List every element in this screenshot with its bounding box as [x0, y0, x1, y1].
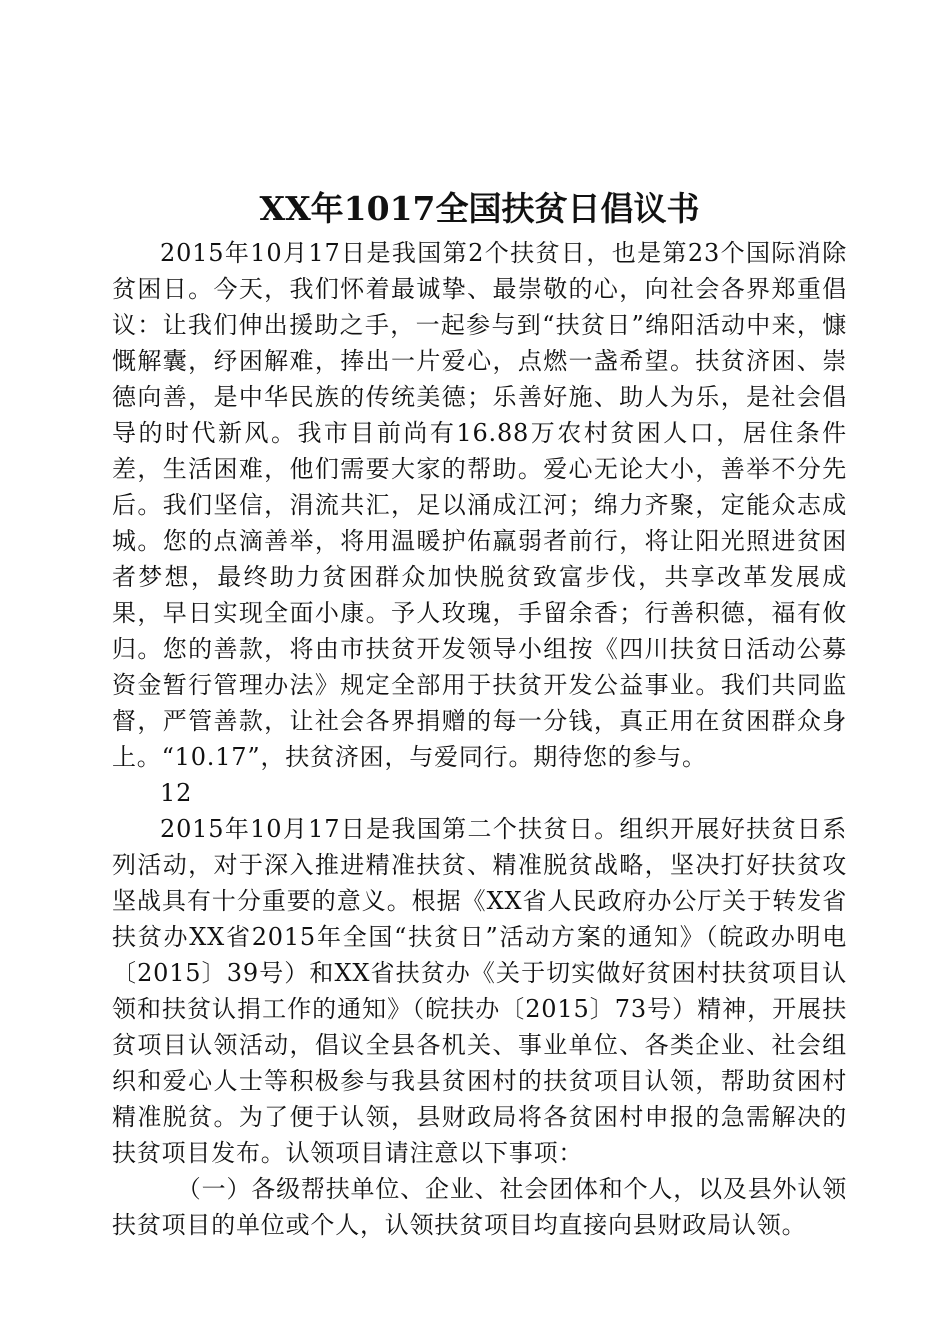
paragraph-number: 12	[160, 779, 193, 807]
paragraph-project-claim: 2015年10月17日是我国第二个扶贫日。组织开展好扶贫日系列活动，对于深入推进精准扶贫、精准脱贫战略，坚决打好扶贫攻坚战具有十分重要的意义。根据《XX省人民政府办公厅关于转发省扶贫办XX省2015年全国“扶贫日”活动方案的通知》（皖政办明电〔2015〕39号）和XX省扶贫办《关于切实做好贫困村扶贫项目认领和扶贫认捐工作的通知》（皖扶办〔2015〕73号）精神，开展扶贫项目认领活动，倡议全县各机关、事业单位、各类企业、社会组织和爱心人士等积极参与我县贫困村的扶贫项目认领，帮助贫困村精准脱贫。为了便于认领，县财政局将各贫困村申报的急需解决的扶贫项目发布。认领项目请注意以下事项：	[112, 815, 847, 1167]
paragraph-initiative: 2015年10月17日是我国第2个扶贫日，也是第23个国际消除贫困日。今天，我们怀着最诚挚、最崇敬的心，向社会各界郑重倡议：让我们伸出援助之手，一起参与到“扶贫日”绵阳活动中来，慷慨解囊，纾困解难，捧出一片爱心，点燃一盏希望。扶贫济困、崇德向善，是中华民族的传统美德；乐善好施、助人为乐，是社会倡导的时代新风。我市目前尚有16.88万农村贫困人口，居住条件差，生活困难，他们需要大家的帮助。爱心无论大小，善举不分先后。我们坚信，涓流共汇，足以涌成江河；绵力齐聚，定能众志成城。您的点滴善举，将用温暖护佑羸弱者前行，将让阳光照进贫困者梦想，最终助力贫困群众加快脱贫致富步伐，共享改革发展成果，早日实现全面小康。予人玫瑰，手留余香；行善积德，福有攸归。您的善款，将由市扶贫开发领导小组按《四川扶贫日活动公募资金暂行管理办法》规定全部用于扶贫开发公益事业。我们共同监督，严管善款，让社会各界捐赠的每一分钱，真正用在贫困群众身上。“10.17”，扶贫济困，与爱同行。期待您的参与。	[112, 239, 847, 771]
document-title: XX年1017全国扶贫日倡议书	[259, 189, 700, 228]
document-page	[112, 183, 847, 1243]
paragraph-item-one: （一）各级帮扶单位、企业、社会团体和个人，以及县外认领扶贫项目的单位或个人，认领扶贫项目均直接向县财政局认领。	[112, 1175, 847, 1239]
